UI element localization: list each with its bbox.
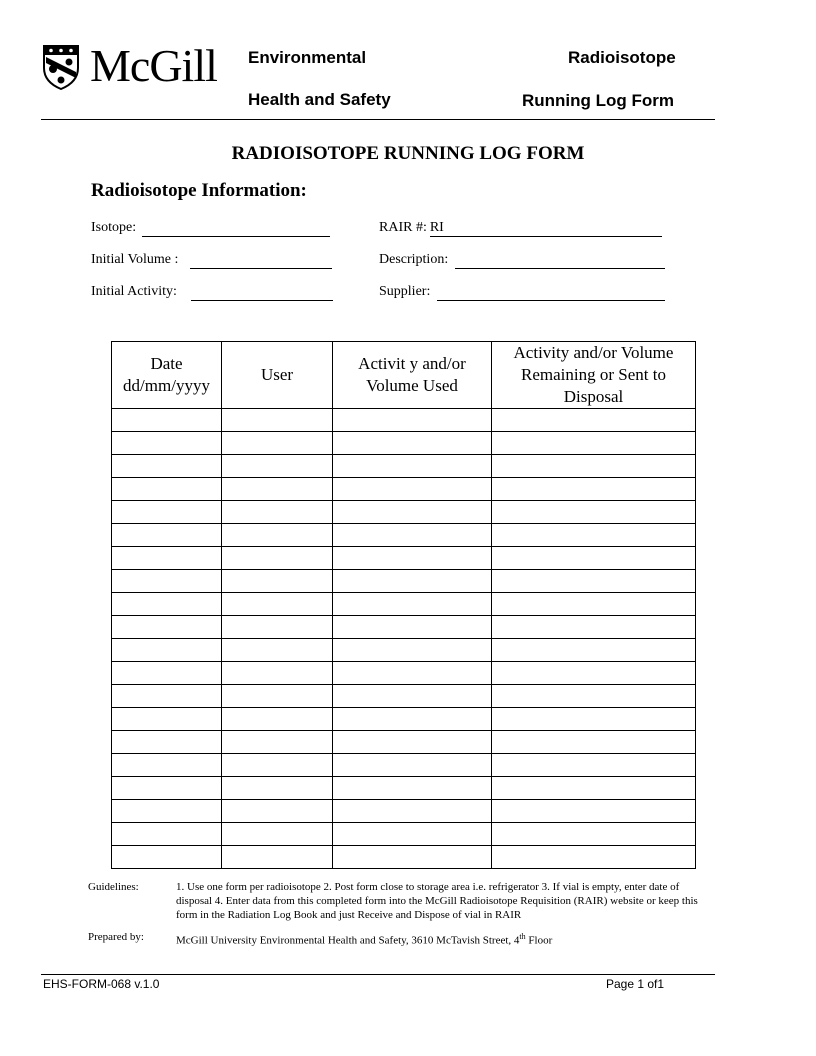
cell-date[interactable]	[112, 478, 222, 501]
supplier-input-line[interactable]	[437, 286, 665, 301]
header-dept-line1: Environmental	[248, 48, 367, 67]
prepared-by-address: McGill University Environmental Health and Safety, 3610 McTavish Street, 4	[176, 934, 520, 947]
cell-user[interactable]	[222, 432, 333, 455]
cell-activity-remaining[interactable]	[492, 593, 696, 616]
cell-activity-used[interactable]	[333, 777, 492, 800]
cell-activity-used[interactable]	[333, 455, 492, 478]
cell-activity-remaining[interactable]	[492, 800, 696, 823]
cell-date[interactable]	[112, 754, 222, 777]
cell-activity-used[interactable]	[333, 593, 492, 616]
rair-field[interactable]	[379, 219, 662, 237]
form-id: EHS-FORM-068 v.1.0	[43, 977, 160, 991]
cell-activity-remaining[interactable]	[492, 432, 696, 455]
page-title: RADIOISOTOPE RUNNING LOG FORM	[231, 143, 585, 164]
cell-date[interactable]	[112, 708, 222, 731]
table-row	[112, 455, 696, 478]
cell-activity-remaining[interactable]	[492, 823, 696, 846]
cell-activity-used[interactable]	[333, 547, 492, 570]
description-input-line[interactable]	[455, 254, 665, 269]
table-header-row	[112, 342, 696, 409]
cell-user[interactable]	[222, 777, 333, 800]
cell-activity-used[interactable]	[333, 708, 492, 731]
table-row	[112, 823, 696, 846]
cell-user[interactable]	[222, 455, 333, 478]
cell-activity-used[interactable]	[333, 639, 492, 662]
isotope-input-line[interactable]	[142, 222, 330, 237]
rair-prefill: RI	[429, 220, 444, 235]
cell-user[interactable]	[222, 731, 333, 754]
table-row	[112, 846, 696, 869]
table-row	[112, 570, 696, 593]
table-row	[112, 685, 696, 708]
header-dept-line2: Health and Safety	[248, 90, 391, 109]
cell-user[interactable]	[222, 593, 333, 616]
cell-date[interactable]	[112, 547, 222, 570]
prepared-by-text	[176, 930, 552, 948]
description-field[interactable]	[379, 251, 665, 269]
table-row	[112, 547, 696, 570]
running-log-table	[111, 341, 696, 869]
table-row	[112, 616, 696, 639]
cell-date[interactable]	[112, 662, 222, 685]
cell-activity-remaining[interactable]	[492, 570, 696, 593]
prepared-by-floor: Floor	[525, 934, 553, 947]
cell-date[interactable]	[112, 501, 222, 524]
cell-date[interactable]	[112, 823, 222, 846]
cell-activity-remaining[interactable]	[492, 455, 696, 478]
initial-activity-input-line[interactable]	[191, 286, 333, 301]
supplier-label: Supplier:	[379, 284, 431, 299]
cell-date[interactable]	[112, 570, 222, 593]
table-row	[112, 777, 696, 800]
cell-date[interactable]	[112, 685, 222, 708]
rair-input-line[interactable]	[430, 222, 662, 237]
section-heading: Radioisotope Information:	[91, 180, 307, 201]
table-row	[112, 800, 696, 823]
cell-activity-used[interactable]	[333, 432, 492, 455]
isotope-field[interactable]	[91, 219, 330, 237]
cell-activity-used[interactable]	[333, 731, 492, 754]
footer-divider	[41, 974, 715, 975]
cell-activity-used[interactable]	[333, 846, 492, 869]
cell-activity-remaining[interactable]	[492, 524, 696, 547]
header-form-line2: Running Log Form	[522, 91, 675, 110]
cell-activity-used[interactable]	[333, 662, 492, 685]
mcgill-logo	[42, 42, 238, 92]
column-header-user: User	[222, 342, 333, 409]
table-row	[112, 754, 696, 777]
cell-activity-remaining[interactable]	[492, 639, 696, 662]
cell-user[interactable]	[222, 639, 333, 662]
cell-activity-remaining[interactable]	[492, 501, 696, 524]
guidelines-label: Guidelines:	[88, 881, 139, 893]
table-row	[112, 524, 696, 547]
cell-activity-used[interactable]	[333, 823, 492, 846]
initial-volume-label: Initial Volume :	[91, 252, 179, 267]
cell-activity-remaining[interactable]	[492, 409, 696, 432]
cell-user[interactable]	[222, 478, 333, 501]
table-row	[112, 731, 696, 754]
cell-activity-remaining[interactable]	[492, 547, 696, 570]
initial-activity-label: Initial Activity:	[91, 284, 177, 299]
column-header-date: Date dd/mm/yyyy	[112, 342, 222, 409]
cell-activity-used[interactable]	[333, 616, 492, 639]
page-number: Page 1 of1	[606, 977, 665, 991]
cell-activity-used[interactable]	[333, 800, 492, 823]
table-body	[112, 409, 696, 869]
cell-activity-remaining[interactable]	[492, 754, 696, 777]
cell-activity-used[interactable]	[333, 524, 492, 547]
cell-activity-used[interactable]	[333, 754, 492, 777]
cell-user[interactable]	[222, 547, 333, 570]
cell-date[interactable]	[112, 777, 222, 800]
table-row	[112, 708, 696, 731]
cell-date[interactable]	[112, 409, 222, 432]
cell-user[interactable]	[222, 616, 333, 639]
column-header-activity-remaining: Activity and/or Volume Remaining or Sent to Disposal	[492, 342, 696, 409]
cell-user[interactable]	[222, 524, 333, 547]
cell-user[interactable]	[222, 662, 333, 685]
cell-activity-used[interactable]	[333, 409, 492, 432]
cell-activity-used[interactable]	[333, 570, 492, 593]
header-divider	[41, 119, 715, 120]
cell-date[interactable]	[112, 524, 222, 547]
cell-date[interactable]	[112, 432, 222, 455]
cell-activity-remaining[interactable]	[492, 708, 696, 731]
cell-activity-used[interactable]	[333, 685, 492, 708]
cell-activity-remaining[interactable]	[492, 685, 696, 708]
cell-activity-remaining[interactable]	[492, 616, 696, 639]
cell-activity-remaining[interactable]	[492, 662, 696, 685]
table-row	[112, 478, 696, 501]
cell-user[interactable]	[222, 846, 333, 869]
logo-wordmark: McGill	[90, 40, 217, 91]
table-row	[112, 501, 696, 524]
cell-date[interactable]	[112, 846, 222, 869]
cell-date[interactable]	[112, 455, 222, 478]
description-label: Description:	[379, 252, 449, 267]
guidelines-text: 1. Use one form per radioisotope 2. Post form close to storage area i.e. refrigerator 3. If vial is empty, enter date of disposal 4. Enter data from this completed form into the McGill Radioisotope Requisition (RAIR) website or keep this form in the Radiation Log Book and just Receive and Dispose of vial in RAIR	[176, 881, 698, 921]
cell-user[interactable]	[222, 823, 333, 846]
cell-date[interactable]	[112, 593, 222, 616]
prepared-by-superscript: th	[519, 932, 526, 941]
initial-volume-input-line[interactable]	[190, 254, 332, 269]
cell-user[interactable]	[222, 570, 333, 593]
cell-activity-used[interactable]	[333, 478, 492, 501]
mcgill-crest-icon	[42, 42, 80, 90]
cell-user[interactable]	[222, 409, 333, 432]
table-row	[112, 432, 696, 455]
prepared-by-label: Prepared by:	[88, 931, 144, 943]
isotope-label: Isotope:	[91, 220, 137, 235]
initial-volume-field[interactable]	[91, 251, 332, 269]
cell-date[interactable]	[112, 731, 222, 754]
table-row	[112, 593, 696, 616]
cell-date[interactable]	[112, 616, 222, 639]
table-row	[112, 409, 696, 432]
cell-date[interactable]	[112, 800, 222, 823]
rair-label: RAIR #:	[379, 220, 427, 235]
supplier-field[interactable]	[379, 283, 665, 301]
cell-activity-remaining[interactable]	[492, 846, 696, 869]
table-row	[112, 662, 696, 685]
cell-activity-remaining[interactable]	[492, 777, 696, 800]
column-header-activity-used: Activit y and/or Volume Used	[333, 342, 492, 409]
cell-user[interactable]	[222, 754, 333, 777]
cell-user[interactable]	[222, 501, 333, 524]
initial-activity-field[interactable]	[91, 283, 333, 301]
cell-activity-used[interactable]	[333, 501, 492, 524]
header-form-line1: Radioisotope	[568, 48, 676, 67]
cell-activity-remaining[interactable]	[492, 731, 696, 754]
cell-user[interactable]	[222, 685, 333, 708]
cell-user[interactable]	[222, 708, 333, 731]
table-row	[112, 639, 696, 662]
cell-activity-remaining[interactable]	[492, 478, 696, 501]
cell-user[interactable]	[222, 800, 333, 823]
cell-date[interactable]	[112, 639, 222, 662]
